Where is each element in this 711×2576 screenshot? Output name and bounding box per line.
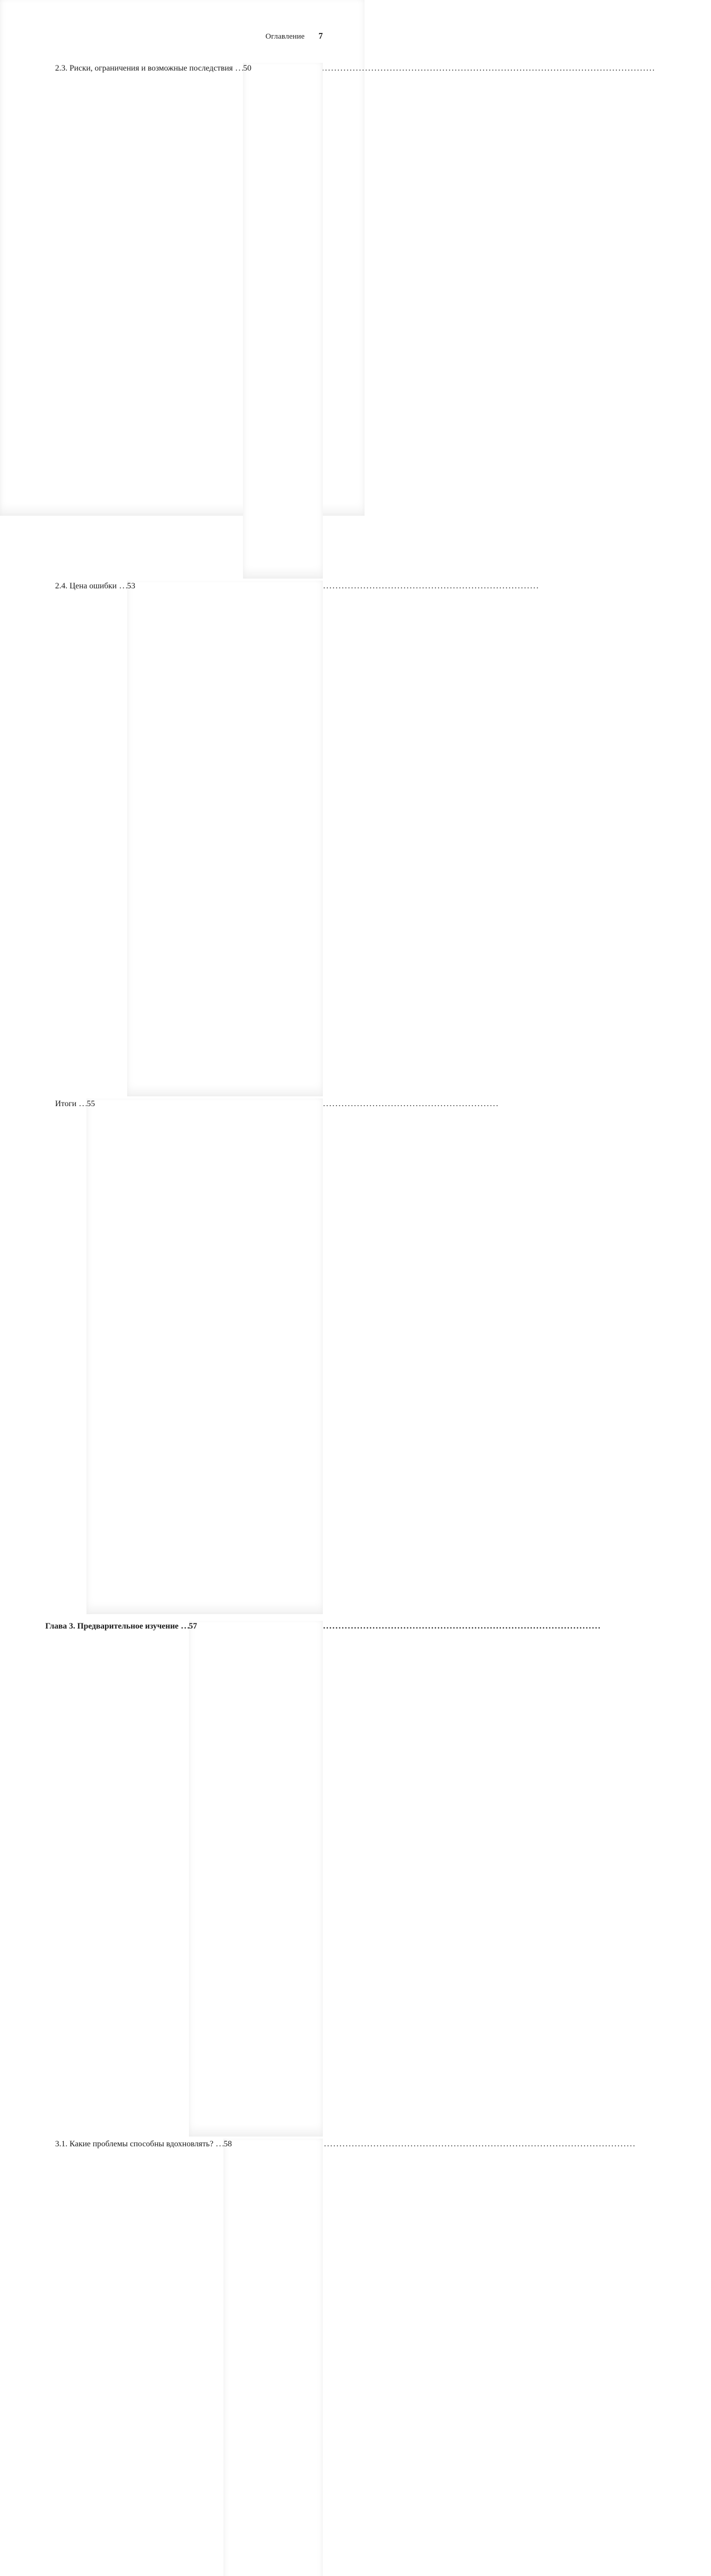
dot-leader [79,1098,85,1109]
toc-page-number: 50 [243,63,323,579]
toc-page-number: 58 [223,2139,323,2576]
toc-entry-text: Глава 3. Предварительное изучение [45,1622,179,1631]
toc-entry-last-line [55,581,323,1096]
toc-entry-text: 3.1. Какие проблемы способны вдохновлять? [55,2140,214,2148]
toc-page-number: 57 [189,1621,323,2137]
book-page [0,0,365,2148]
toc-entry [45,63,323,579]
dot-leader [119,581,126,591]
toc-entry-text: 2.3. Риски, ограничения и возможные последствия [55,64,233,73]
dot-leader [181,1621,187,1632]
toc-entry-last-line [55,63,323,579]
toc-entry-text: 2.4. Цена ошибки [55,582,117,590]
header-title: Оглавление [265,32,305,41]
toc-page-number: 53 [127,581,323,1096]
toc-entry [45,581,323,1096]
toc-entry-last-line [55,1098,323,1614]
toc-list [0,41,365,2576]
toc-entry [45,1098,323,1614]
page-header [0,0,365,41]
dot-leader [216,2139,222,2149]
toc-page-number: 55 [86,1098,323,1614]
header-page-number: 7 [318,31,323,41]
toc-chapter-entry [45,1621,323,2137]
toc-entry [45,2139,323,2576]
toc-entry-text: Итоги [55,1099,77,1108]
toc-entry-last-line [45,1621,323,2137]
toc-entry-last-line [55,2139,323,2576]
dot-leader [235,63,241,74]
